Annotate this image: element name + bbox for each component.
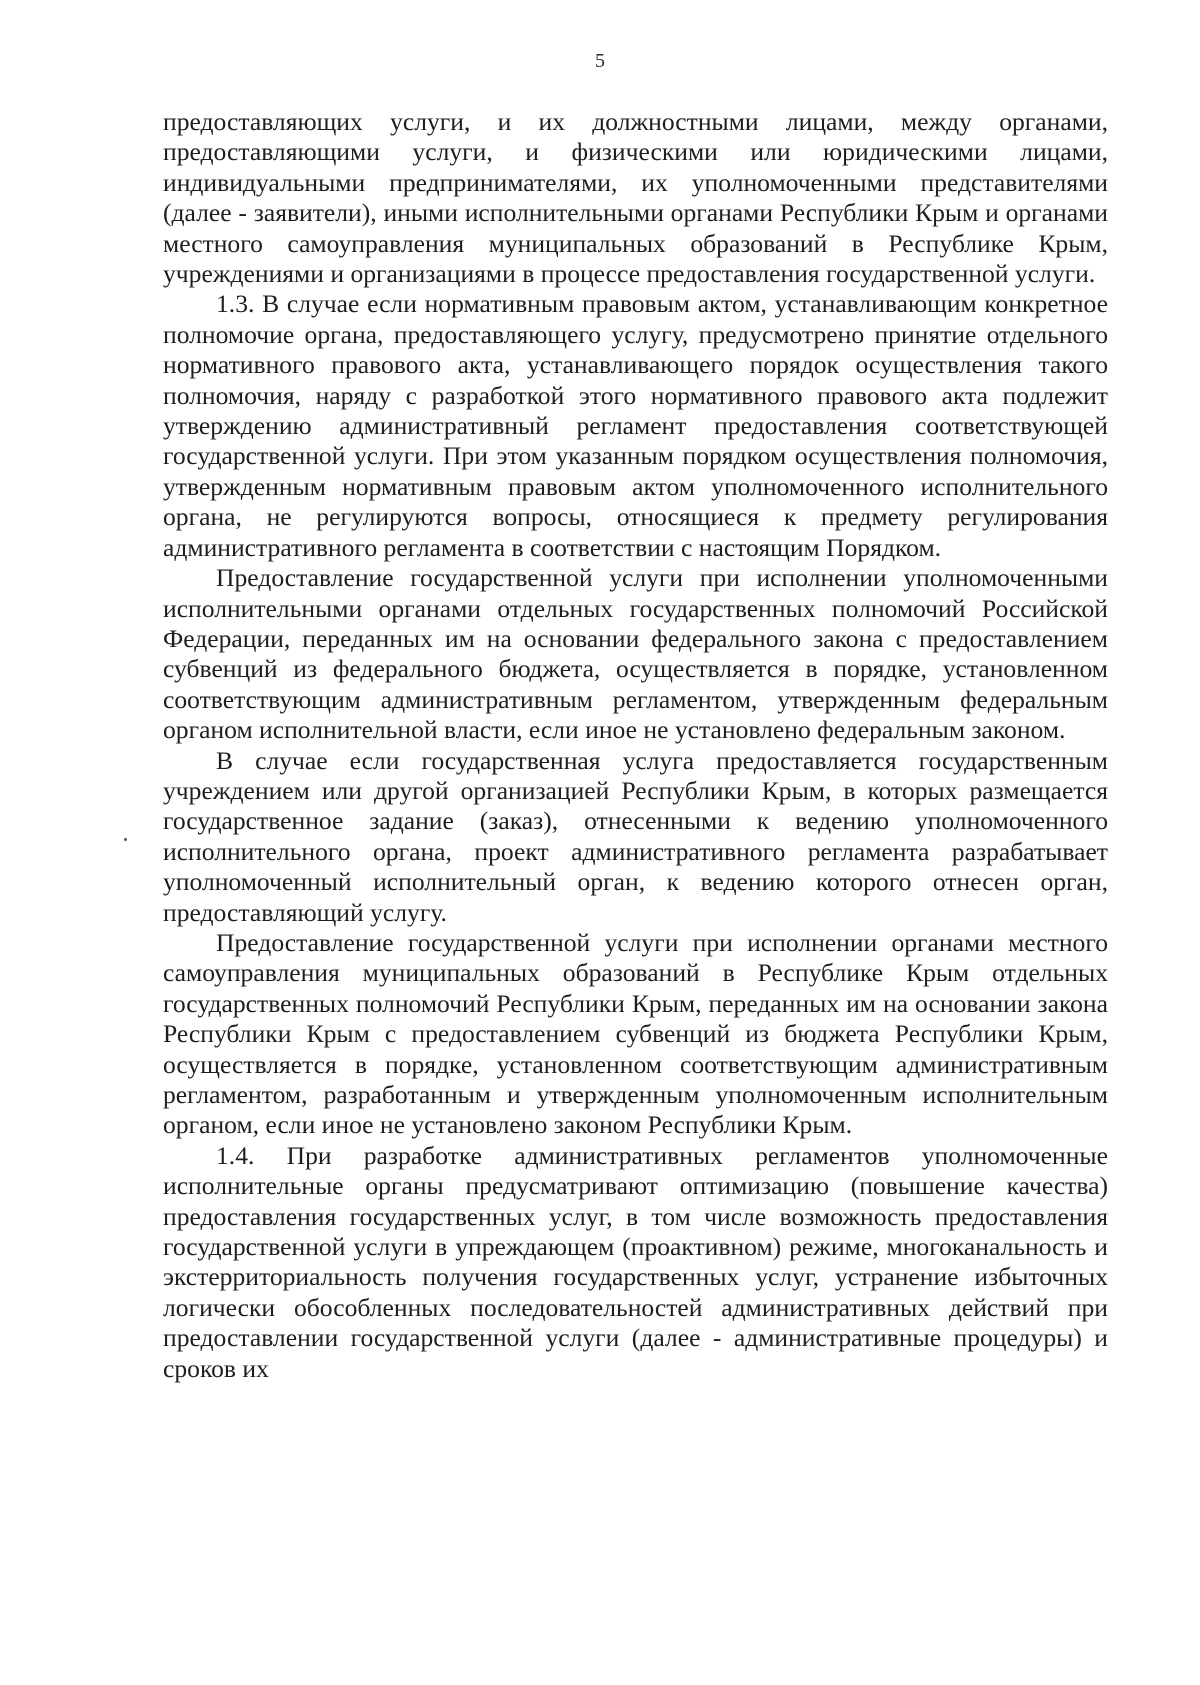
paragraph-continuation: предоставляющих услуги, и их должностными лицами, между органами, предоставляющими услуги, и физическими или юридическими лицами, индивидуальными предпринимателями, их уполномоченными представителями (далее - заявители), иными исполнительными органами Республики Крым и органами местного самоуправления муниципальных образований в Республике Крым, учреждениями и организациями в процессе предоставления государственной услуги.	[163, 107, 1108, 289]
paragraph-federal-powers: Предоставление государственной услуги при исполнении уполномоченными исполнительными органами отдельных государственных полномочий Российской Федерации, переданных им на основании федерального закона с предоставлением субвенций из федерального бюджета, осуществляется в порядке, установленном соответствующим административным регламентом, утвержденным федеральным органом исполнительной власти, если иное не установлено федеральным законом.	[163, 563, 1108, 745]
page-number: 5	[595, 50, 605, 72]
paragraph-section-1-4: 1.4. При разработке административных регламентов уполномоченные исполнительные органы предусматривают оптимизацию (повышение качества) предоставления государственных услуг, в том числе возможность предоставления государственной услуги в упреждающем (проактивном) режиме, многоканальность и экстерриториальность получения государственных услуг, устранение избыточных логически обособленных последовательностей административных действий при предоставлении государственной услуги (далее - административные процедуры) и сроков их	[163, 1140, 1108, 1383]
paragraph-local-government: Предоставление государственной услуги при исполнении органами местного самоуправления муниципальных образований в Республике Крым отдельных государственных полномочий Республики Крым, переданных им на основании закона Республики Крым с предоставлением субвенций из бюджета Республики Крым, осуществляется в порядке, установленном соответствующим административным регламентом, разработанным и утвержденным уполномоченным исполнительным органом, если иное не установлено законом Республики Крым.	[163, 927, 1108, 1140]
paragraph-state-institution: В случае если государственная услуга предоставляется государственным учреждением или другой организацией Республики Крым, в которых размещается государственное задание (заказ), отнесенными к ведению уполномоченного исполнительного органа, проект административного регламента разрабатывает уполномоченный исполнительный орган, к ведению которого отнесен орган, предоставляющий услугу.	[163, 745, 1108, 927]
document-body	[163, 107, 1108, 1384]
scan-speck	[124, 838, 127, 841]
paragraph-section-1-3: 1.3. В случае если нормативным правовым актом, устанавливающим конкретное полномочие органа, предоставляющего услугу, предусмотрено принятие отдельного нормативного правового акта, устанавливающего порядок осуществления такого полномочия, наряду с разработкой этого нормативного правового акта подлежит утверждению административный регламент предоставления соответствующей государственной услуги. При этом указанным порядком осуществления полномочия, утвержденным нормативным правовым актом уполномоченного исполнительного органа, не регулируются вопросы, относящиеся к предмету регулирования административного регламента в соответствии с настоящим Порядком.	[163, 289, 1108, 562]
